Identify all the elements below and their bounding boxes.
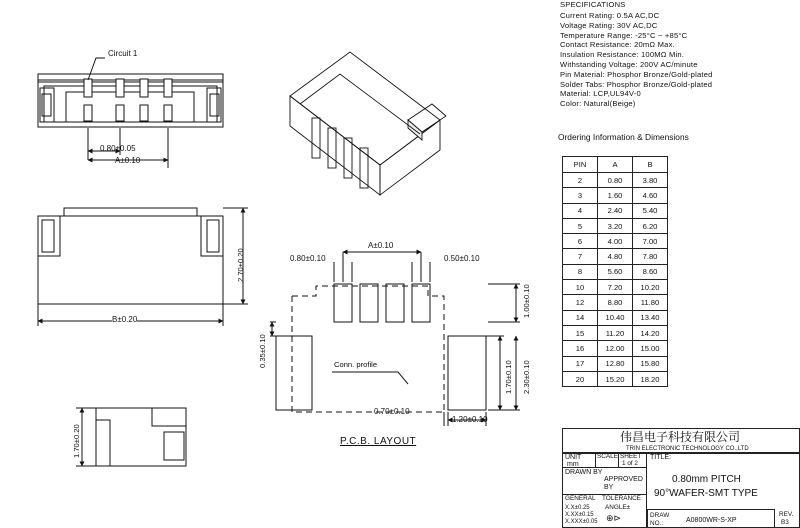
spec-line: Voltage Rating: 30V AC,DC xyxy=(560,20,658,30)
table-header: B xyxy=(633,157,668,173)
table-cell: 2 xyxy=(563,173,598,188)
pcb-width-dim: 0.50±0.10 xyxy=(444,254,480,263)
spec-line: Withstanding Voltage: 200V AC/minute xyxy=(560,60,698,69)
table-cell: 4.60 xyxy=(633,188,668,203)
spec-line: Color: Natural(Beige) xyxy=(560,99,636,109)
spec-line: Material: LCP,UL94V-0 xyxy=(560,89,641,99)
table-cell: 8 xyxy=(563,264,598,279)
title-line2: 90°WAFER-SMT TYPE xyxy=(654,488,758,499)
side-view xyxy=(76,408,186,466)
pcb-len-dim: 1.00±0.10 xyxy=(522,284,531,318)
b-dim: B±0.20 xyxy=(112,315,138,324)
table-cell: 13.40 xyxy=(633,310,668,325)
table-cell: 5 xyxy=(563,218,598,233)
height-dim: 2.70±0.20 xyxy=(236,248,245,282)
table-cell: 5.40 xyxy=(633,203,668,218)
table-cell: 15.80 xyxy=(633,356,668,371)
table-cell: 7 xyxy=(563,249,598,264)
pcb-tab-h-dim: 1.70±0.10 xyxy=(504,360,513,394)
table-cell: 17 xyxy=(563,356,598,371)
table-cell: 16 xyxy=(563,341,598,356)
table-row xyxy=(563,325,668,340)
unit-value: mm xyxy=(567,461,579,468)
tol-line-1: X.X±0.25 xyxy=(565,505,590,511)
pcb-total-h-dim: 2.30±0.10 xyxy=(522,360,531,394)
spec-line: Temperature Range: -25°C ~ +85°C xyxy=(560,30,688,40)
table-row xyxy=(563,188,668,203)
table-cell: 5.60 xyxy=(598,264,633,279)
table-cell: 7.20 xyxy=(598,280,633,295)
table-row xyxy=(563,295,668,310)
title-label: TITLE: xyxy=(650,454,672,461)
spec-line: Contact Resistance: 20mΩ Max. xyxy=(560,40,675,50)
table-row xyxy=(563,173,668,188)
table-cell: 7.00 xyxy=(633,234,668,249)
table-cell: 8.60 xyxy=(633,264,668,279)
general-label: GENERAL xyxy=(565,495,596,502)
table-cell: 15 xyxy=(563,325,598,340)
front-view xyxy=(38,208,248,326)
rev-label: REV. xyxy=(779,511,794,518)
drawn-by: DRAWN BY xyxy=(565,469,603,476)
table-row xyxy=(563,203,668,218)
table-cell: 12 xyxy=(563,295,598,310)
sheet-label: SHEET xyxy=(620,453,642,460)
table-cell: 14.20 xyxy=(633,325,668,340)
table-header: A xyxy=(598,157,633,173)
spec-line: Current Rating: 0.5A AC,DC xyxy=(560,11,660,20)
ordering-table xyxy=(562,156,668,387)
table-cell: 15.20 xyxy=(598,371,633,386)
unit-label: UNIT xyxy=(565,454,582,461)
table-row xyxy=(563,249,668,264)
sheet-value: 1 of 2 xyxy=(622,460,638,467)
table-cell: 3.80 xyxy=(633,173,668,188)
table-cell: 2.40 xyxy=(598,203,633,218)
table-row xyxy=(563,218,668,233)
table-cell: 6 xyxy=(563,234,598,249)
spec-line: Insulation Resistance: 100MΩ Min. xyxy=(560,50,685,60)
title-line1: 0.80mm PITCH xyxy=(672,474,741,485)
table-row xyxy=(563,264,668,279)
spec-line: Solder Tabs: Phosphor Bronze/Gold-plated xyxy=(560,79,713,89)
drawno: A0800WR-S-XP xyxy=(686,517,737,524)
table-cell: 8.80 xyxy=(598,295,633,310)
drawno-label: DRAW NO.: xyxy=(650,512,670,527)
ordering-title: Ordering Information & Dimensions xyxy=(558,132,689,142)
table-cell: 1.60 xyxy=(598,188,633,203)
company-cn: 伟昌电子科技有限公司 xyxy=(620,430,741,444)
pcb-gap2-dim: 0.70±0.10 xyxy=(374,407,410,416)
pcb-gap-dim: 0.35±0.10 xyxy=(258,334,267,368)
table-cell: 12.80 xyxy=(598,356,633,371)
table-cell: 4.80 xyxy=(598,249,633,264)
circuit-label: Circuit 1 xyxy=(108,49,138,58)
table-row xyxy=(563,310,668,325)
a-dim: A±0.10 xyxy=(115,156,141,165)
rev: B3 xyxy=(781,519,789,526)
pcb-a-dim: A±0.10 xyxy=(368,241,394,250)
tolerance-label: TOLERANCE xyxy=(602,495,641,502)
scale-label: SCALE xyxy=(597,453,618,460)
table-cell: 15.00 xyxy=(633,341,668,356)
table-cell: 14 xyxy=(563,310,598,325)
table-cell: 3.20 xyxy=(598,218,633,233)
table-cell: 0.80 xyxy=(598,173,633,188)
company-en: TRIN ELECTRONIC TECHNOLOGY CO.,LTD xyxy=(626,446,749,452)
table-cell: 10.20 xyxy=(633,280,668,295)
table-row xyxy=(563,371,668,386)
tol-line-3: X.XXX±0.05 xyxy=(565,519,598,525)
side-dim: 1.70±0.20 xyxy=(72,424,81,458)
table-cell: 4.00 xyxy=(598,234,633,249)
pitch-dim: 0.80±0.05 xyxy=(100,144,136,153)
table-row xyxy=(563,341,668,356)
angle-label: ANGLE± xyxy=(605,504,631,511)
table-cell: 7.80 xyxy=(633,249,668,264)
spec-line: Pin Material: Phosphor Bronze/Gold-plated xyxy=(560,69,713,79)
table-row xyxy=(563,280,668,295)
table-cell: 12.00 xyxy=(598,341,633,356)
iso-view xyxy=(290,52,446,195)
pcb-pitch-dim: 0.80±0.10 xyxy=(290,254,326,263)
table-cell: 3 xyxy=(563,188,598,203)
table-cell: 20 xyxy=(563,371,598,386)
table-cell: 18.20 xyxy=(633,371,668,386)
pcb-title: P.C.B. LAYOUT xyxy=(340,436,417,447)
table-cell: 10 xyxy=(563,280,598,295)
table-row xyxy=(563,234,668,249)
pcb-tab-w-dim: 1.20±0.10 xyxy=(452,415,488,424)
table-cell: 4 xyxy=(563,203,598,218)
profile-label: Conn. profile xyxy=(334,360,378,369)
spec-heading: SPECIFICATIONS xyxy=(560,0,626,9)
table-cell: 11.20 xyxy=(598,325,633,340)
tol-line-2: X.XX±0.15 xyxy=(565,512,594,518)
table-cell: 11.80 xyxy=(633,295,668,310)
projection-icon: ⊕⊳ xyxy=(606,513,622,523)
table-row xyxy=(563,356,668,371)
table-header: PIN xyxy=(563,157,598,173)
pcb-layout xyxy=(270,252,520,426)
approved-by: APPROVED BY xyxy=(604,476,643,491)
table-cell: 6.20 xyxy=(633,218,668,233)
table-cell: 10.40 xyxy=(598,310,633,325)
